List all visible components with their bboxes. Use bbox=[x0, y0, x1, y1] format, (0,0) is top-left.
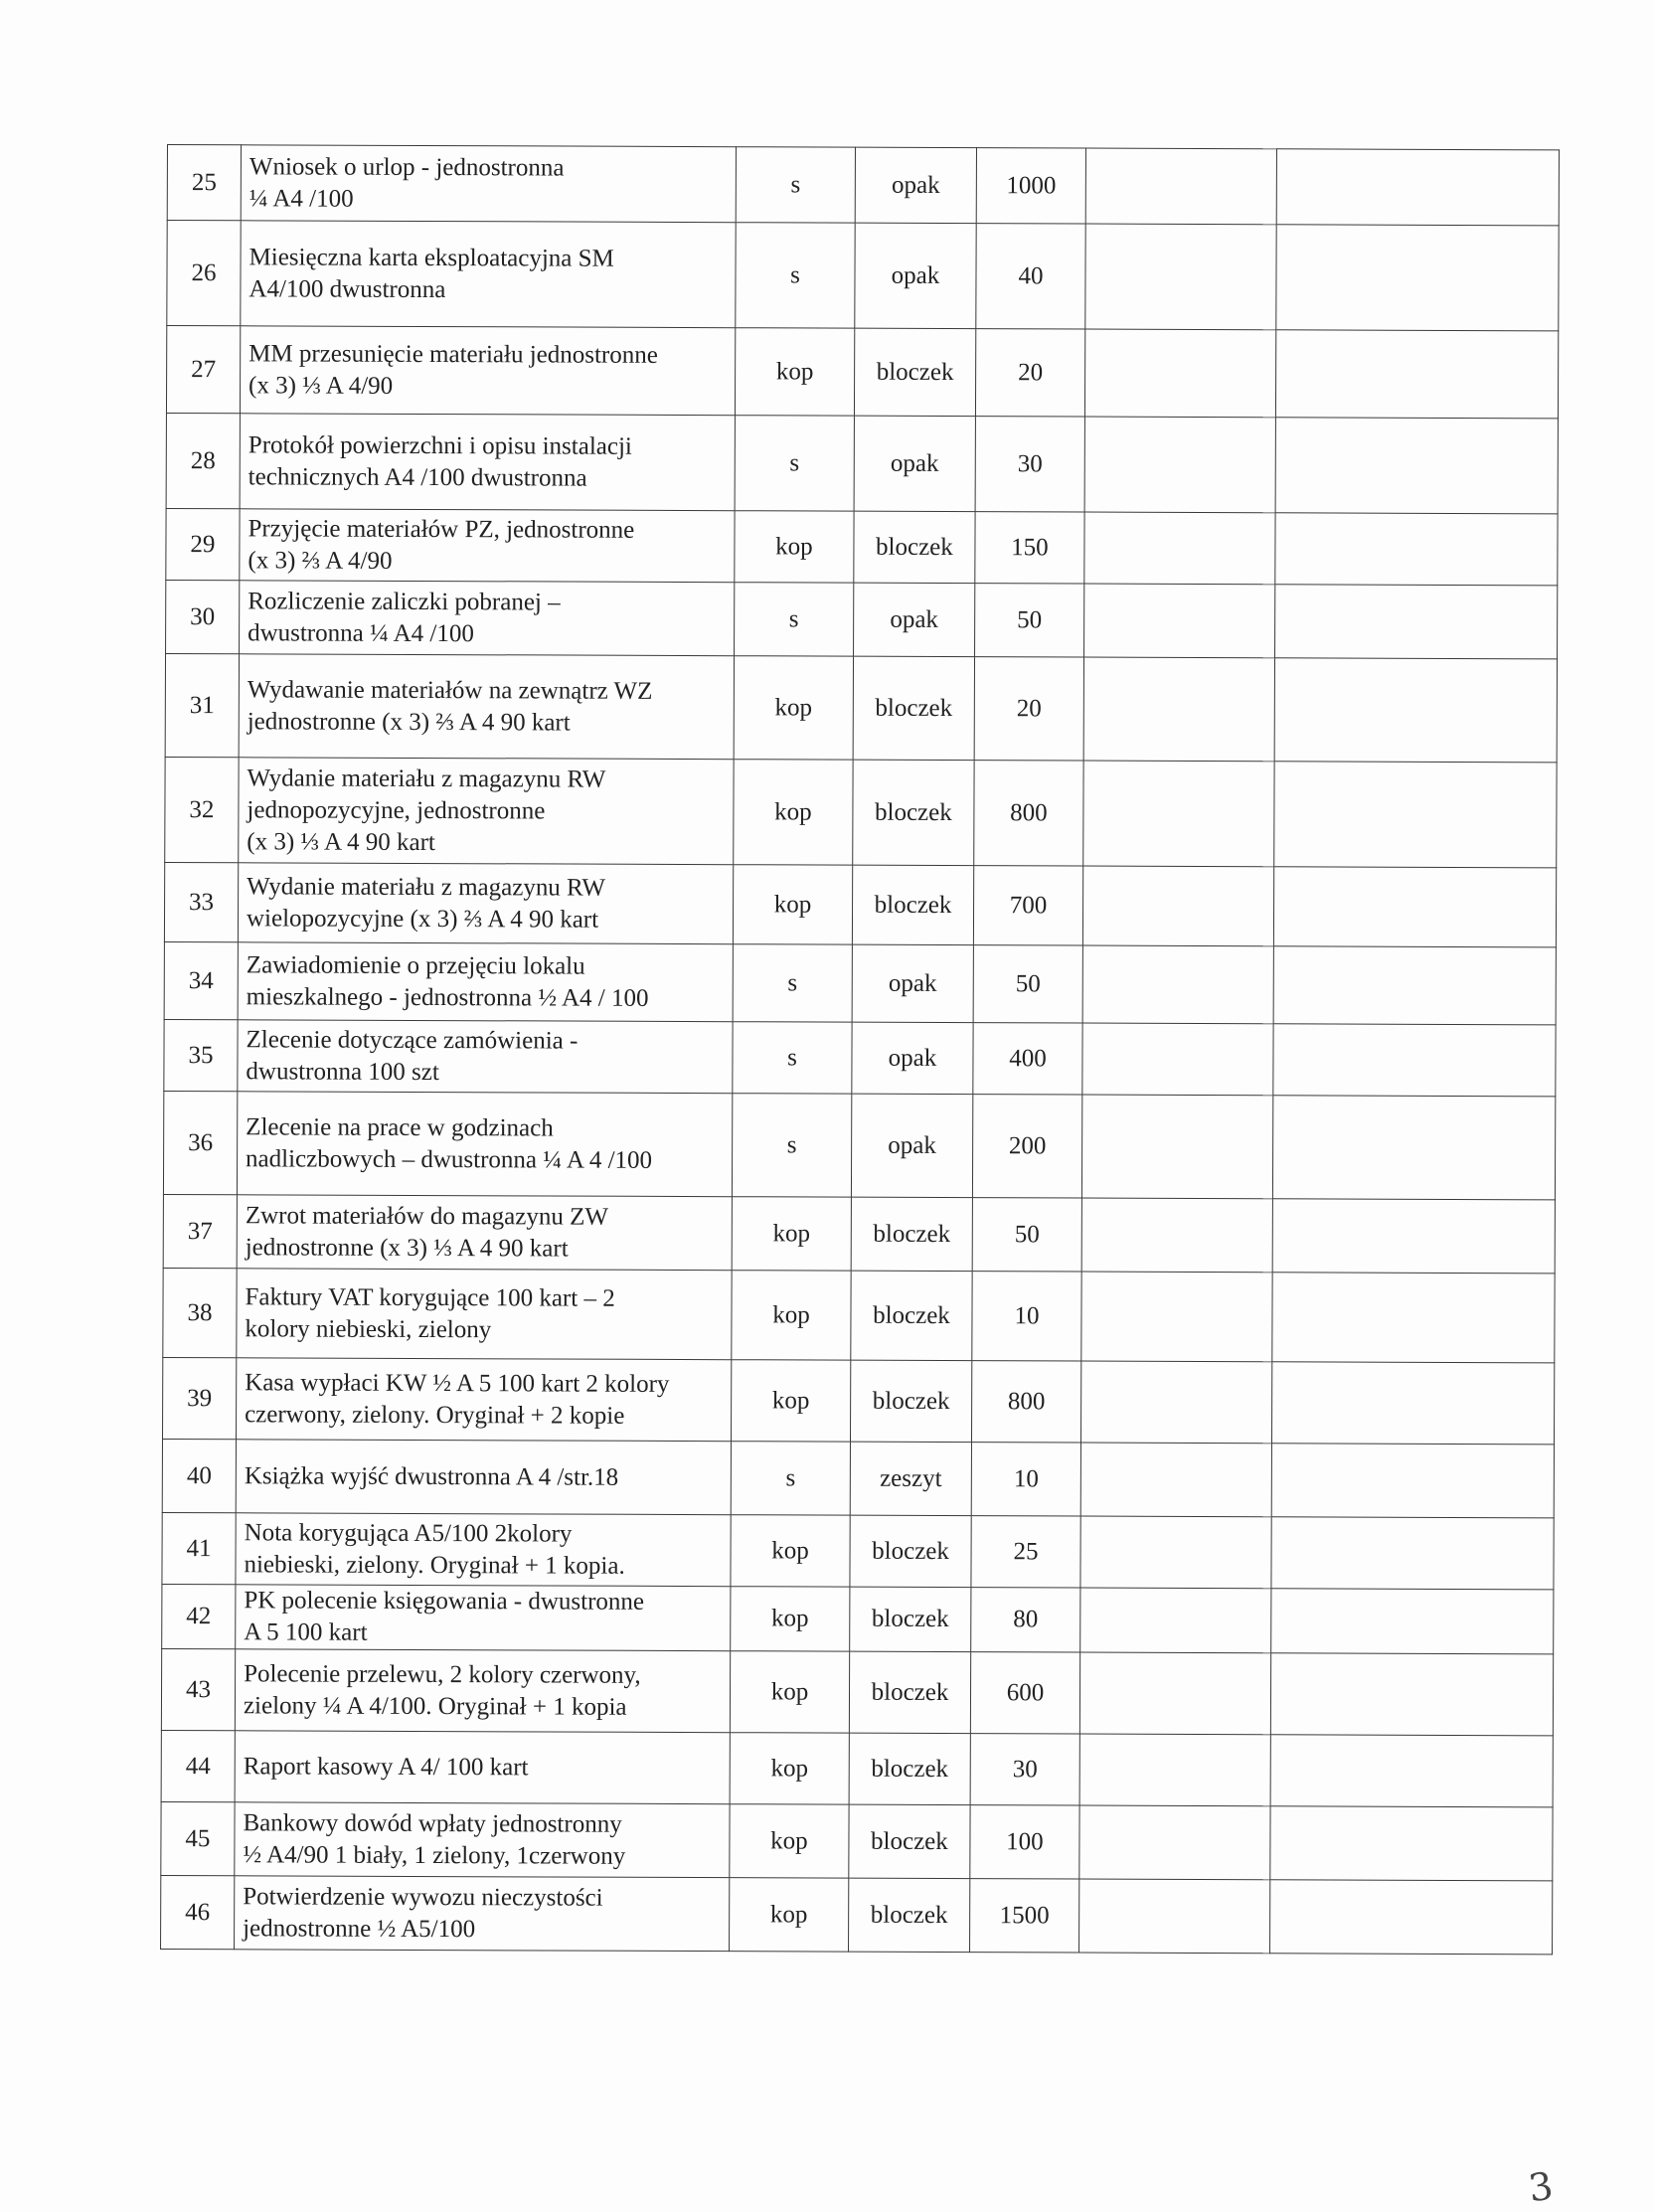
item-number: 31 bbox=[165, 653, 239, 757]
empty-cell bbox=[1084, 584, 1275, 658]
item-unit: s bbox=[731, 1442, 850, 1515]
table-row bbox=[161, 1648, 1553, 1735]
item-unit: kop bbox=[734, 656, 853, 760]
item-number: 30 bbox=[166, 580, 240, 653]
item-packaging: bloczek bbox=[849, 1878, 970, 1952]
table-row bbox=[165, 757, 1557, 867]
item-packaging: opak bbox=[854, 416, 975, 511]
item-packaging: bloczek bbox=[849, 1651, 970, 1733]
table-row bbox=[167, 221, 1559, 331]
empty-cell bbox=[1272, 1096, 1555, 1200]
table-row bbox=[164, 1019, 1556, 1096]
empty-cell bbox=[1083, 657, 1274, 762]
table-row bbox=[162, 1439, 1554, 1517]
item-unit: kop bbox=[732, 1271, 851, 1360]
table-row bbox=[161, 1875, 1553, 1954]
item-description: Polecenie przelewu, 2 kolory czerwony, zielony ¼ A 4/100. Oryginał + 1 kopia bbox=[235, 1649, 730, 1733]
empty-cell bbox=[1270, 1653, 1553, 1736]
empty-cell bbox=[1274, 762, 1557, 868]
table-row bbox=[166, 413, 1558, 513]
item-quantity: 800 bbox=[974, 761, 1083, 866]
item-number: 32 bbox=[165, 757, 239, 862]
empty-cell bbox=[1082, 1023, 1273, 1096]
item-description: Zlecenie na prace w godzinach nadliczbowych – dwustronna ¼ A 4 /100 bbox=[237, 1092, 732, 1197]
item-number: 36 bbox=[163, 1091, 237, 1194]
empty-cell bbox=[1275, 585, 1558, 659]
empty-cell bbox=[1084, 417, 1275, 513]
empty-cell bbox=[1080, 1361, 1271, 1444]
item-number: 45 bbox=[161, 1801, 235, 1875]
item-number: 29 bbox=[166, 508, 240, 580]
table-row bbox=[161, 1730, 1553, 1806]
table-row bbox=[162, 1357, 1554, 1444]
item-quantity: 30 bbox=[975, 417, 1084, 512]
items-table bbox=[160, 144, 1560, 1955]
empty-cell bbox=[1079, 1805, 1270, 1880]
table-row bbox=[166, 508, 1558, 585]
item-description: Wydawanie materiałów na zewnątrz WZ jednostronne (x 3) ⅔ A 4 90 kart bbox=[239, 654, 734, 760]
item-description: Faktury VAT korygujące 100 kart – 2 kolory niebieski, zielony bbox=[237, 1269, 732, 1360]
item-packaging: opak bbox=[855, 223, 976, 328]
item-number: 38 bbox=[163, 1268, 237, 1357]
empty-cell bbox=[1270, 1735, 1553, 1807]
empty-cell bbox=[1082, 866, 1273, 946]
item-description: Wydanie materiału z magazynu RW jednopozycyjne, jednostronne (x 3) ⅓ A 4 90 kart bbox=[239, 758, 734, 865]
item-unit: s bbox=[736, 147, 855, 223]
item-quantity: 20 bbox=[975, 329, 1084, 417]
item-number: 35 bbox=[164, 1019, 238, 1091]
table-row bbox=[161, 1801, 1553, 1880]
item-description: Zwrot materiałów do magazynu ZW jednostronne (x 3) ⅓ A 4 90 kart bbox=[237, 1195, 732, 1271]
item-packaging: zeszyt bbox=[850, 1442, 971, 1515]
empty-cell bbox=[1273, 1024, 1556, 1097]
empty-cell bbox=[1079, 1879, 1270, 1954]
empty-cell bbox=[1272, 1273, 1555, 1363]
item-unit: kop bbox=[731, 1515, 850, 1587]
table-row bbox=[164, 941, 1556, 1024]
empty-cell bbox=[1271, 1589, 1554, 1654]
item-quantity: 30 bbox=[970, 1734, 1079, 1805]
item-number: 26 bbox=[167, 221, 241, 326]
item-unit: s bbox=[733, 1022, 852, 1094]
table-row bbox=[162, 1584, 1554, 1653]
item-unit: kop bbox=[735, 511, 854, 583]
item-packaging: opak bbox=[855, 147, 976, 223]
table-row bbox=[163, 1194, 1555, 1273]
item-description: Bankowy dowód wpłaty jednostronny ½ A4/90 1 biały, 1 zielony, 1czerwony bbox=[235, 1802, 730, 1878]
item-packaging: opak bbox=[851, 1094, 972, 1197]
table-row bbox=[167, 145, 1559, 226]
table-row bbox=[164, 862, 1556, 946]
item-description: MM przesunięcie materiału jednostronne (x 3) ⅓ A 4/90 bbox=[240, 326, 735, 416]
item-description: Potwierdzenie wywozu nieczystości jednostronne ½ A5/100 bbox=[235, 1876, 730, 1952]
item-quantity: 10 bbox=[971, 1443, 1080, 1516]
item-quantity: 150 bbox=[975, 512, 1084, 584]
item-unit: kop bbox=[733, 865, 852, 944]
item-quantity: 40 bbox=[976, 224, 1085, 329]
item-quantity: 25 bbox=[971, 1516, 1080, 1588]
item-description: Rozliczenie zaliczki pobranej – dwustronna ¼ A4 /100 bbox=[240, 581, 735, 656]
item-unit: s bbox=[735, 583, 854, 656]
item-packaging: opak bbox=[852, 944, 973, 1022]
item-quantity: 80 bbox=[971, 1588, 1080, 1652]
item-packaging: bloczek bbox=[849, 1804, 970, 1878]
empty-cell bbox=[1081, 1198, 1272, 1273]
item-quantity: 1000 bbox=[976, 148, 1085, 224]
empty-cell bbox=[1084, 329, 1275, 418]
empty-cell bbox=[1085, 224, 1276, 330]
item-packaging: bloczek bbox=[852, 865, 973, 944]
table-body bbox=[161, 145, 1560, 1955]
item-number: 27 bbox=[166, 326, 240, 414]
item-packaging: bloczek bbox=[849, 1733, 970, 1804]
item-number: 28 bbox=[166, 413, 240, 508]
item-number: 39 bbox=[162, 1357, 236, 1439]
table-row bbox=[163, 1268, 1555, 1362]
item-packaging: bloczek bbox=[853, 656, 974, 760]
empty-cell bbox=[1273, 946, 1556, 1025]
empty-cell bbox=[1080, 1443, 1271, 1517]
item-packaging: opak bbox=[854, 583, 975, 656]
item-packaging: bloczek bbox=[850, 1360, 971, 1442]
empty-cell bbox=[1271, 1362, 1554, 1445]
item-packaging: bloczek bbox=[854, 511, 975, 583]
empty-cell bbox=[1081, 1272, 1272, 1362]
item-unit: kop bbox=[730, 1804, 849, 1878]
item-unit: kop bbox=[731, 1587, 850, 1651]
item-quantity: 50 bbox=[975, 584, 1084, 657]
item-quantity: 200 bbox=[972, 1095, 1081, 1198]
empty-cell bbox=[1275, 330, 1558, 419]
table-row bbox=[165, 653, 1557, 762]
item-number: 41 bbox=[162, 1512, 236, 1584]
empty-cell bbox=[1080, 1516, 1271, 1589]
item-quantity: 10 bbox=[972, 1272, 1081, 1361]
item-description: Miesięczna karta eksploatacyjna SM A4/100 dwustronna bbox=[241, 221, 736, 328]
item-description: Kasa wypłaci KW ½ A 5 100 kart 2 kolory czerwony, zielony. Oryginał + 2 kopie bbox=[236, 1358, 731, 1442]
empty-cell bbox=[1272, 1199, 1555, 1274]
item-description: Nota korygująca A5/100 2kolory niebieski, zielony. Oryginał + 1 kopia. bbox=[236, 1513, 731, 1587]
item-unit: kop bbox=[731, 1360, 850, 1442]
item-packaging: opak bbox=[852, 1022, 973, 1094]
item-description: Książka wyjść dwustronna A 4 /str.18 bbox=[236, 1440, 731, 1515]
item-number: 40 bbox=[162, 1439, 236, 1512]
empty-cell bbox=[1270, 1806, 1553, 1881]
table-row bbox=[166, 580, 1558, 658]
empty-cell bbox=[1079, 1734, 1270, 1806]
empty-cell bbox=[1276, 149, 1559, 226]
empty-cell bbox=[1275, 513, 1558, 586]
table-row bbox=[163, 1091, 1555, 1199]
table-row bbox=[162, 1512, 1554, 1589]
item-quantity: 50 bbox=[973, 945, 1082, 1023]
item-unit: kop bbox=[730, 1651, 849, 1733]
item-quantity: 1500 bbox=[970, 1879, 1079, 1953]
item-unit: s bbox=[736, 223, 855, 328]
item-unit: kop bbox=[730, 1733, 849, 1804]
item-unit: kop bbox=[730, 1878, 849, 1952]
page-number: 3 bbox=[1526, 2163, 1557, 2211]
item-packaging: bloczek bbox=[851, 1271, 972, 1360]
item-description: Protokół powierzchni i opisu instalacji technicznych A4 /100 dwustronna bbox=[240, 414, 735, 511]
empty-cell bbox=[1274, 658, 1557, 763]
item-description: Zlecenie dotyczące zamówienia - dwustronna 100 szt bbox=[238, 1020, 733, 1094]
item-description: Wydanie materiału z magazynu RW wielopozycyjne (x 3) ⅔ A 4 90 kart bbox=[238, 863, 733, 944]
item-number: 42 bbox=[162, 1584, 236, 1648]
empty-cell bbox=[1081, 1095, 1272, 1199]
item-packaging: bloczek bbox=[850, 1515, 971, 1587]
item-description: Przyjęcie materiałów PZ, jednostronne (x 3) ⅔ A 4/90 bbox=[240, 509, 735, 583]
item-description: Raport kasowy A 4/ 100 kart bbox=[235, 1731, 730, 1804]
empty-cell bbox=[1079, 1652, 1270, 1735]
item-packaging: bloczek bbox=[850, 1587, 971, 1651]
empty-cell bbox=[1275, 418, 1558, 514]
item-unit: s bbox=[735, 416, 854, 511]
empty-cell bbox=[1273, 867, 1556, 947]
item-packaging: bloczek bbox=[853, 760, 974, 865]
empty-cell bbox=[1271, 1517, 1554, 1590]
item-description: PK polecenie księgowania - dwustronne A 5 100 kart bbox=[236, 1585, 731, 1651]
empty-cell bbox=[1276, 225, 1559, 331]
item-number: 43 bbox=[161, 1648, 235, 1730]
item-unit: kop bbox=[732, 1197, 851, 1271]
empty-cell bbox=[1271, 1444, 1554, 1518]
empty-cell bbox=[1084, 512, 1275, 585]
empty-cell bbox=[1270, 1880, 1553, 1955]
item-packaging: bloczek bbox=[854, 328, 975, 416]
empty-cell bbox=[1082, 945, 1273, 1024]
item-quantity: 100 bbox=[970, 1805, 1079, 1879]
item-number: 37 bbox=[163, 1194, 237, 1268]
empty-cell bbox=[1080, 1588, 1271, 1653]
item-quantity: 50 bbox=[972, 1198, 1081, 1272]
item-quantity: 800 bbox=[971, 1361, 1080, 1443]
item-quantity: 700 bbox=[973, 866, 1082, 945]
table-row bbox=[166, 326, 1558, 419]
item-number: 34 bbox=[164, 941, 238, 1019]
empty-cell bbox=[1083, 761, 1274, 867]
item-number: 33 bbox=[164, 862, 238, 941]
item-unit: s bbox=[733, 944, 852, 1022]
item-quantity: 600 bbox=[970, 1652, 1079, 1734]
item-unit: kop bbox=[735, 328, 854, 416]
item-description: Zawiadomienie o przejęciu lokalu mieszkalnego - jednostronna ½ A4 / 100 bbox=[238, 942, 733, 1022]
item-number: 46 bbox=[161, 1875, 235, 1949]
item-quantity: 20 bbox=[974, 657, 1083, 761]
item-number: 25 bbox=[167, 145, 241, 221]
item-number: 44 bbox=[161, 1730, 235, 1801]
item-unit: kop bbox=[734, 760, 853, 865]
item-unit: s bbox=[732, 1094, 851, 1197]
empty-cell bbox=[1085, 148, 1276, 225]
item-quantity: 400 bbox=[973, 1023, 1082, 1095]
item-description: Wniosek o urlop - jednostronna ¼ A4 /100 bbox=[241, 145, 736, 223]
item-packaging: bloczek bbox=[851, 1197, 972, 1271]
